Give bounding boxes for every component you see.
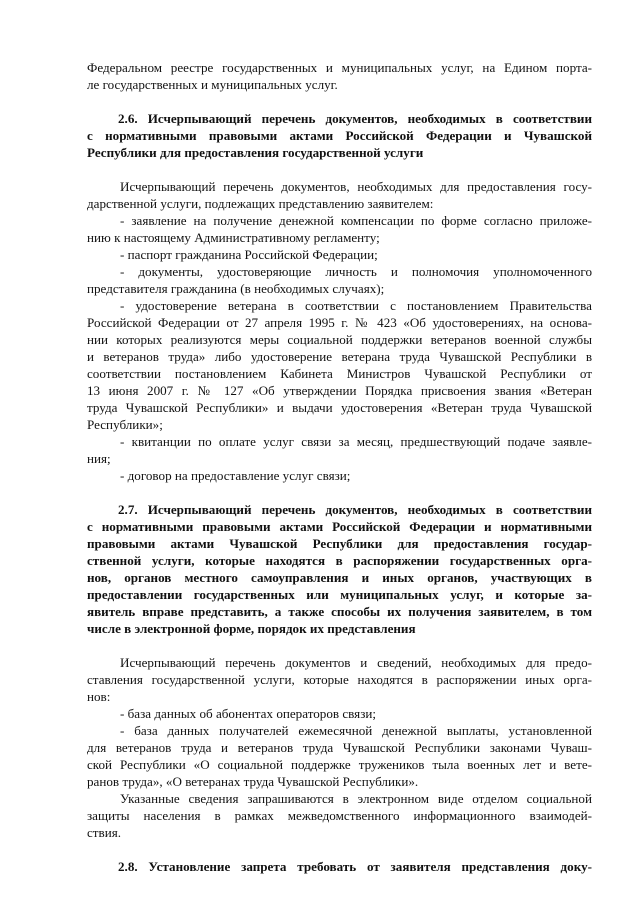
list-item-line: - договор на предоставление услуг связи; [120, 468, 351, 483]
text-line: Исчерпывающий перечень документов и сведений, необходимых для предо- [120, 655, 592, 670]
list-item-line: - документы, удостоверяющие личность и полномочия уполномоченного [120, 264, 592, 279]
section-heading-line: явитель вправе представить, а также способы их получения заявителем, в том [87, 604, 592, 619]
text-line: защиты населения в рамках межведомственного информационного взаимодей- [87, 808, 592, 823]
section-heading-line: предоставлении государственных или муниципальных услуг, и которые за- [87, 587, 592, 602]
list-item-line: - квитанции по оплате услуг связи за месяц, предшествующий подаче заявле- [120, 434, 592, 449]
section-heading-line: ственной услуги, которые находятся в распоряжении государственных орга- [87, 553, 592, 568]
text-line: нов: [87, 689, 111, 704]
text-line: 13 июня 2007 г. № 127 «Об утверждении Порядка присвоения звания «Ветеран [87, 383, 592, 398]
text-line: представителя гражданина (в необходимых случаях); [87, 281, 385, 296]
text-line: ранов труда», «О ветеранах труда Чувашской Республики». [87, 774, 419, 789]
section-heading-line: с нормативными правовыми актами Российской Федерации и нормативными [87, 519, 592, 534]
text-line: дарственной услуги, подлежащих представлению заявителем: [87, 196, 434, 211]
text-line: и ветеранов труда» либо удостоверение ветерана труда Чувашской Республики в [87, 349, 592, 364]
text-line: Исчерпывающий перечень документов, необходимых для предоставления госу- [120, 179, 592, 194]
text-line: ния; [87, 451, 111, 466]
section-heading-line: 2.6. Исчерпывающий перечень документов, необходимых в соответствии [118, 111, 592, 126]
list-item-line: - база данных об абонентах операторов связи; [120, 706, 377, 721]
section-heading-line: с нормативными правовыми актами Российской Федерации и Чувашской [87, 128, 592, 143]
text-line: для ветеранов труда и ветеранов труда Чувашской Республики законами Чуваш- [87, 740, 592, 755]
text-line: Республики»; [87, 417, 163, 432]
text-line: труда Чувашской Республики» и выдачи удостоверения «Ветеран труда Чувашской [87, 400, 592, 415]
text-line: соответствии постановлением Кабинета Министров Чувашской Республики от [87, 366, 592, 381]
text-line: Российской Федерации от 27 апреля 1995 г. № 423 «Об удостоверениях, на основа- [87, 315, 592, 330]
section-heading-line: нов, органов местного самоуправления и иных органов, участвующих в [87, 570, 592, 585]
text-line: ствия. [87, 825, 122, 840]
section-heading-line: 2.8. Установление запрета требовать от заявителя представления доку- [118, 859, 592, 874]
text-line: Указанные сведения запрашиваются в электронном виде отделом социальной [120, 791, 592, 806]
text-line: ской Республики «О социальной поддержке тружеников тыла военных лет и вете- [87, 757, 592, 772]
section-heading-line: Республики для предоставления государственной услуги [87, 145, 424, 160]
list-item-line: - паспорт гражданина Российской Федерации; [120, 247, 378, 262]
text-line: ставления государственной услуги, которые находятся в распоряжении иных орга- [87, 672, 592, 687]
text-line: ле государственных и муниципальных услуг. [87, 77, 338, 92]
list-item-line: - база данных получателей ежемесячной денежной выплаты, установленной [120, 723, 592, 738]
text-line: нии которых реализуются меры социальной поддержки ветеранов военной службы [87, 332, 592, 347]
section-heading-line: правовыми актами Чувашской Республики для предоставления государ- [87, 536, 592, 551]
list-item-line: - удостоверение ветерана в соответствии с постановлением Правительства [120, 298, 592, 313]
list-item-line: - заявление на получение денежной компенсации по форме согласно приложе- [120, 213, 592, 228]
section-heading-line: 2.7. Исчерпывающий перечень документов, необходимых в соответствии [118, 502, 592, 517]
text-line: нию к настоящему Административному регламенту; [87, 230, 380, 245]
section-heading-line: числе в электронной форме, порядок их представления [87, 621, 416, 636]
text-line: Федеральном реестре государственных и муниципальных услуг, на Едином порта- [87, 60, 592, 75]
